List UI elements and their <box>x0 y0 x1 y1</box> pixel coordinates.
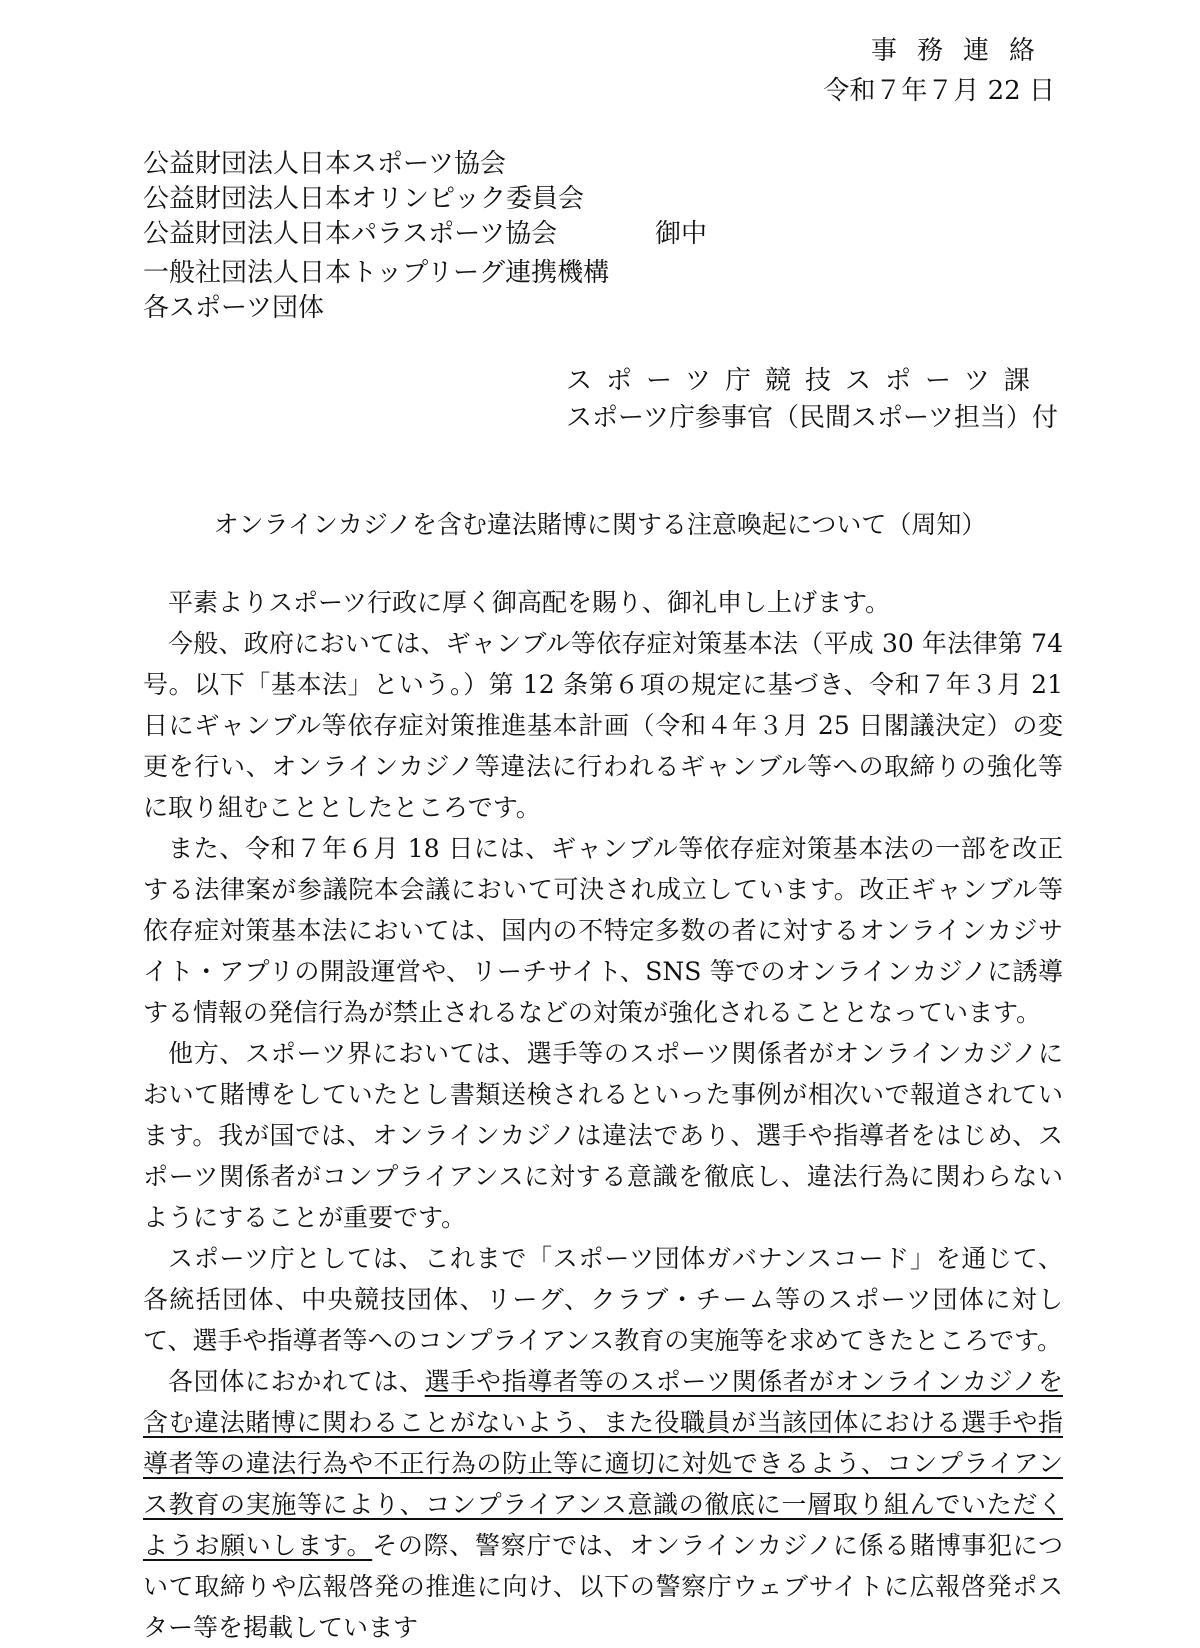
recipient-line: 公益財団法人日本パラスポーツ協会 <box>143 219 558 249</box>
paragraph: 今般、政府においては、ギャンブル等依存症対策基本法（平成 30 年法律第 74 号。以下「基本法」という。）第 12 条第６項の規定に基づき、令和７年３月 21 日にギャンブル等依存症対策推進基本計画（令和４年３月 25 日閣議決定）の変更を行い、オンラインカジノ等違法に行われるギャンブル等への取締りの強化等に取り組むこととしたところです。 <box>143 629 1063 822</box>
paragraph: スポーツ庁としては、これまで「スポーツ団体ガバナンスコード」を通じて、各統括団体、中央競技団体、リーグ、クラブ・チーム等のスポーツ団体に対して、選手や指導者等へのコンプライアンス教育の実施等を求めてきたところです。 <box>143 1244 1063 1355</box>
document-title: オンラインカジノを含む違法賭博に関する注意喚起について（周知） <box>213 510 987 539</box>
recipient-line: 各スポーツ団体 <box>143 293 324 323</box>
doc-date: 令和７年７月 22 日 <box>823 76 1055 106</box>
recipient-line: 一般社団法人日本トップリーグ連携機構 <box>143 258 610 288</box>
paragraph: 他方、スポーツ界においては、選手等のスポーツ関係者がオンラインカジノにおいて賭博をしていたとし書類送検されるといった事例が相次いで報道されています。我が国では、オンラインカジノは違法であり、選手や指導者をはじめ、スポーツ関係者がコンプライアンスに対する意識を徹底し、違法行為に関わらないようにすることが重要です。 <box>143 1039 1063 1232</box>
doc-type-label: 事務連絡 <box>870 36 1055 66</box>
document-body <box>143 582 1063 1648</box>
paragraph-tail: その際、警察庁では、オンラインカジノに係る賭博事犯について取締りや広報啓発の推進に向け、以下の警察庁ウェブサイトに広報啓発ポスター等を掲載しています <box>143 1531 1063 1642</box>
paragraph <box>143 1361 1063 1648</box>
paragraph: 平素よりスポーツ行政に厚く御高配を賜り、御礼申し上げます。 <box>168 588 891 617</box>
sender-line: スポーツ庁参事官（民間スポーツ担当）付 <box>566 403 1058 433</box>
honorific: 御中 <box>655 219 708 249</box>
sender-line: スポーツ庁競技スポーツ課 <box>566 366 1044 396</box>
underlined-request: 選手や指導者等のスポーツ関係者がオンラインカジノを含む違法賭博に関わることがないよう、また役職員が当該団体における選手や指導者等の違法行為や不正行為の防止等に適切に対処できるよう、コンプライアンス教育の実施等により、コンプライアンス意識の徹底に一層取り組んでいただくようお願いします。 <box>143 1367 1063 1560</box>
recipient-line: 公益財団法人日本スポーツ協会 <box>143 149 506 179</box>
paragraph-lead: 各団体におかれては、 <box>168 1367 425 1396</box>
recipient-line: 公益財団法人日本オリンピック委員会 <box>143 184 584 214</box>
paragraph: また、令和７年６月 18 日には、ギャンブル等依存症対策基本法の一部を改正する法律案が参議院本会議において可決され成立しています。改正ギャンブル等依存症対策基本法においては、国内の不特定多数の者に対するオンラインカジサイト・アプリの開設運営や、リーチサイト、SNS 等でのオンラインカジノに誘導する情報の発信行為が禁止されるなどの対策が強化されることとなっています。 <box>143 834 1063 1027</box>
